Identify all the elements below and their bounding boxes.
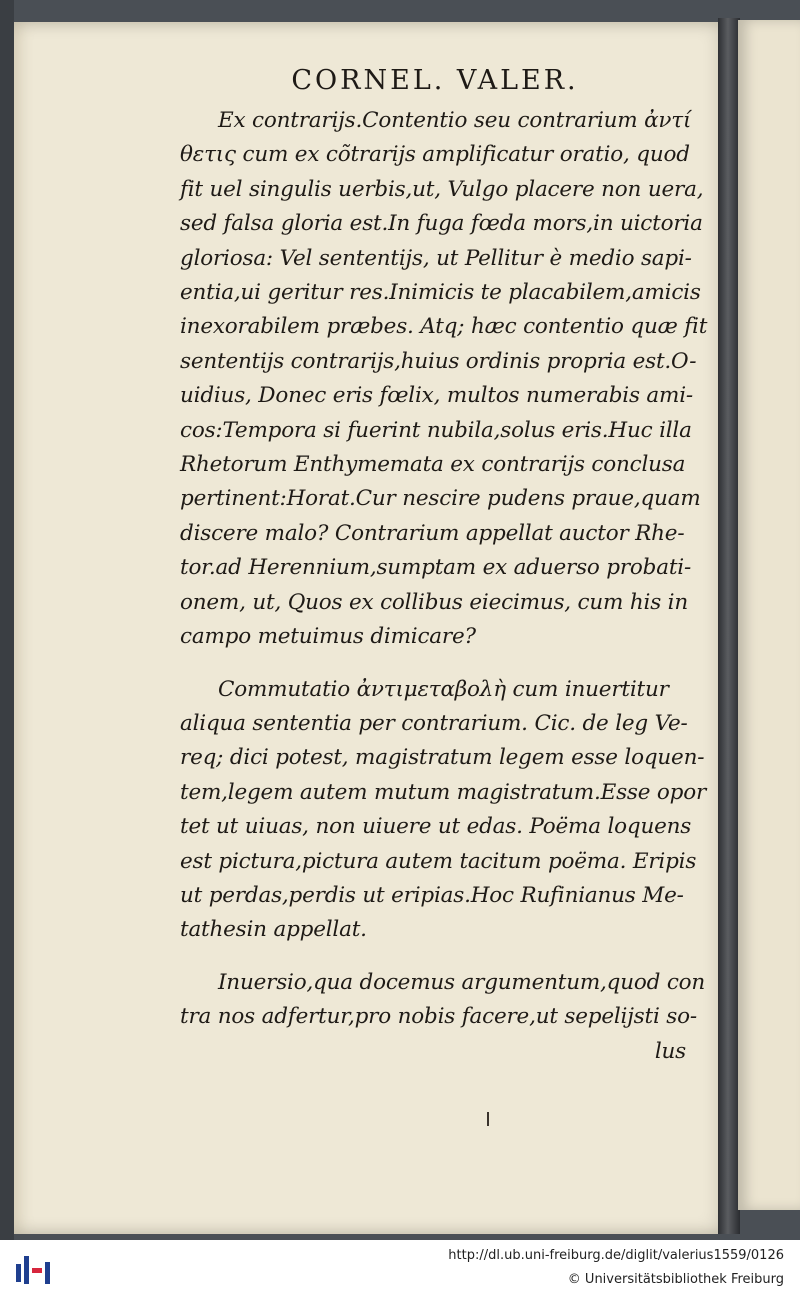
text-line: tor.ad Herennium,sumptam ex aduerso probati- xyxy=(180,555,692,581)
text-line: tem,legem autem mutum magistratum.Esse opor xyxy=(180,779,707,805)
text-line: est pictura,pictura autem tacitum poëma. Eripis xyxy=(180,848,697,874)
library-logo-icon xyxy=(12,1250,52,1290)
book-gutter xyxy=(718,18,740,1234)
text-line: tathesin appellat. xyxy=(180,917,367,943)
footer-copyright: © Universitätsbibliothek Freiburg xyxy=(567,1272,784,1287)
text-line: entia,ui geritur res.Inimicis te placabilem,amicis xyxy=(180,280,701,306)
text-lines xyxy=(180,104,708,1035)
text-line: onem, ut, Quos ex collibus eiecimus, cum his in xyxy=(180,589,688,615)
text-line: cos:Tempora si fuerint nubila,solus eris.Huc illa xyxy=(180,417,692,443)
text-line: Inuersio,qua docemus argumentum,quod con xyxy=(218,969,706,995)
page-mark xyxy=(487,1112,489,1126)
text-line: campo metuimus dimicare? xyxy=(180,624,476,650)
text-line: tra nos adfertur,pro nobis facere,ut sepelijsti so- xyxy=(180,1004,697,1030)
text-line: tet ut uiuas, non uiuere ut edas. Poëma loquens xyxy=(180,814,692,840)
text-line: inexorabilem præbes. Atq; hæc contentio quæ fit xyxy=(180,314,708,340)
footer-bar xyxy=(0,1240,800,1298)
page-text xyxy=(180,58,708,1069)
text-line: aliqua sententia per contrarium. Cic. de leg Ve- xyxy=(180,710,688,736)
text-line: req; dici potest, magistratum legem esse loquen- xyxy=(180,745,705,771)
text-line: ut perdas,perdis ut eripias.Hoc Rufinianus Me- xyxy=(180,882,684,908)
text-line: Ex contrarijs.Contentio seu contrarium ἀντί xyxy=(218,108,692,133)
paragraph-gap xyxy=(180,948,690,966)
text-line: uidius, Donec eris fœlix, multos numerabis ami- xyxy=(180,383,693,409)
text-line: fit uel singulis uerbis,ut, Vulgo placere non uera, xyxy=(180,176,704,202)
running-head: CORNEL. VALER. xyxy=(291,65,579,96)
text-line: pertinent:Horat.Cur nescire pudens praue,quam xyxy=(180,486,701,512)
book-page-right xyxy=(738,20,800,1210)
footer-url[interactable]: http://dl.ub.uni-freiburg.de/diglit/valerius1559/0126 xyxy=(448,1248,784,1263)
text-line: sententijs contrarijs,huius ordinis propria est.O- xyxy=(180,348,697,374)
scan-left-margin xyxy=(0,0,14,1240)
paragraph-gap xyxy=(180,655,690,673)
text-line: gloriosa: Vel sententijs, ut Pellitur è medio sapi- xyxy=(180,245,692,271)
text-line: Commutatio ἀντιμεταβολὴ cum inuertitur xyxy=(218,676,669,702)
text-line: Rhetorum Enthymemata ex contrarijs conclusa xyxy=(180,452,686,478)
text-line: θετις cum ex cõtrarijs amplificatur oratio, quod xyxy=(180,142,690,168)
text-line: sed falsa gloria est.In fuga fœda mors,in uictoria xyxy=(180,211,703,237)
catchword: lus xyxy=(654,1038,686,1064)
text-line: discere malo? Contrarium appellat auctor Rhe- xyxy=(180,520,685,546)
